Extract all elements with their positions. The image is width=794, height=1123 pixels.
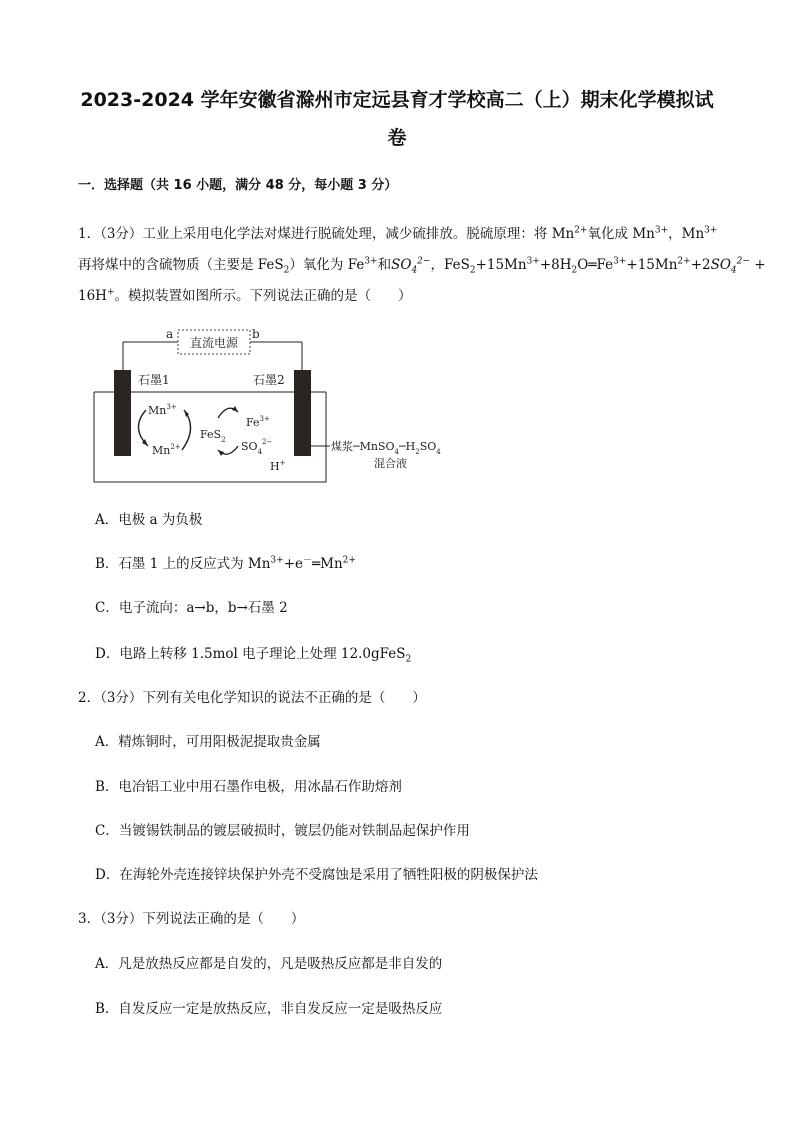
- q3-option-a[interactable]: A．凡是放热反应都是自发的，凡是吸热反应都是非自发的: [95, 956, 443, 972]
- document-title-line1: 2023-2024 学年安徽省滁州市定远县育才学校高二（上）期末化学模拟试: [80, 89, 714, 111]
- terminal-b-label: b: [252, 327, 260, 341]
- document-title-line2: 卷: [387, 127, 407, 149]
- ion-mn3: $Mn^{3+}$: [148, 403, 177, 417]
- q2-option-c[interactable]: C．当镀锡铁制品的镀层破损时，镀层仍能对铁制品起保护作用: [95, 823, 470, 839]
- ion-fe3: $Fe^{3+}$: [246, 415, 270, 429]
- q3-stem: 3．（3分）下列说法正确的是（ ）: [78, 911, 305, 927]
- q3-option-b[interactable]: B．自发反应一定是放热反应，非自发反应一定是吸热反应: [95, 1001, 443, 1017]
- ion-mn2: $Mn^{2+}$: [152, 443, 181, 457]
- q2-option-b[interactable]: B．电冶铝工业中用石墨作电极，用冰晶石作助熔剂: [95, 779, 402, 795]
- q1-stem-line2: 再将煤中的含硫物质（主要是 FeS$_2$）氧化为 $Fe^{3+}$和$SO_4^{2-}$，$FeS_2+15Mn^{3+}+8H_2O═Fe^{3+}+15Mn^{2+}+2SO_4^{2-}$ +: [78, 256, 766, 276]
- graphite-electrode-2: [294, 370, 311, 456]
- ion-so4: $SO_4^{2-}$: [241, 438, 273, 456]
- electrolysis-diagram: [90, 322, 490, 492]
- q2-stem: 2．（3分）下列有关电化学知识的说法不正确的是（ ）: [78, 690, 426, 706]
- ion-fes2: FeS$_2$: [200, 428, 226, 444]
- q1-stem-line1: 1．（3分）工业上采用电化学法对煤进行脱硫处理，减少硫排放。脱硫原理：将 $Mn^{2+}$氧化成 $Mn^{3+}$，$Mn^{3+}$: [78, 225, 718, 242]
- ion-h: H+: [270, 459, 286, 473]
- q2-option-a[interactable]: A．精炼铜时，可用阳极泥提取贵金属: [95, 734, 321, 750]
- terminal-a-label: a: [166, 327, 174, 341]
- solution-label-line2: 混合液: [374, 457, 407, 470]
- q1-option-c[interactable]: C．电子流向：a→b，b→石墨 2: [95, 600, 288, 616]
- cycle-arrow-left: [138, 410, 148, 446]
- electrode2-label: 石墨2: [253, 373, 285, 387]
- q1-option-d[interactable]: D．电路上转移 1.5mol 电子理论上处理 12.0gFeS$_2$: [95, 646, 412, 665]
- q1-stem-line3: 16H+。模拟装置如图所示。下列说法正确的是（ ）: [78, 287, 412, 304]
- electrode1-label: 石墨1: [138, 373, 170, 387]
- section-heading: 一．选择题（共 16 小题，满分 48 分，每小题 3 分）: [78, 178, 398, 193]
- q1-option-b[interactable]: B．石墨 1 上的反应式为 $Mn^{3+}+e^-═Mn^{2+}$: [95, 555, 356, 572]
- q1-option-a[interactable]: A．电极 a 为负极: [95, 512, 203, 528]
- sulfate-formula: $SO_4^{2-}$: [391, 256, 431, 276]
- solution-label-line1: 煤浆$─MnSO_4─H_2SO_4$: [331, 440, 441, 456]
- power-source-label: 直流电源: [189, 336, 239, 350]
- q2-option-d[interactable]: D．在海轮外壳连接锌块保护外壳不受腐蚀是采用了牺牲阳极的阴极保护法: [95, 867, 538, 883]
- q1-score: （3分）: [100, 226, 143, 242]
- q1-number: 1．: [78, 226, 101, 242]
- graphite-electrode-1: [114, 370, 131, 456]
